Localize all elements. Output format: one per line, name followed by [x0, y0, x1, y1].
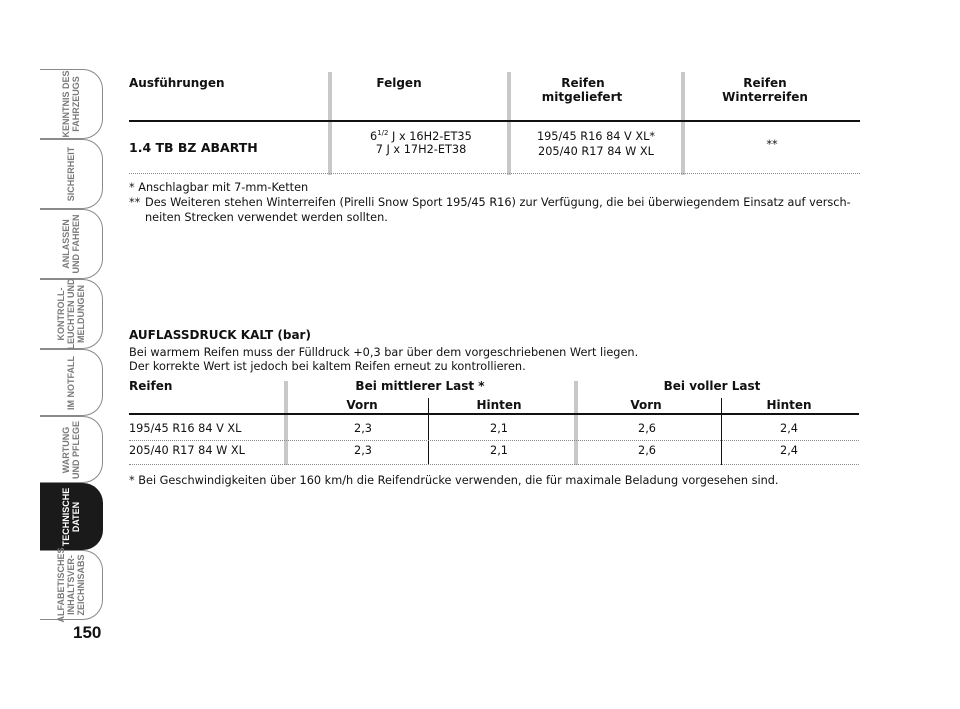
header-winter-tyres-line2: Winterreifen — [722, 90, 808, 104]
note-winter-marker: ** — [129, 196, 141, 209]
note-chains: * Anschlagbar mit 7-mm-Ketten — [129, 181, 309, 194]
column-divider — [428, 398, 429, 465]
tab-label: KONTROLL- LEUCHTEN UND MELDUNGEN — [56, 278, 86, 350]
rim-1-prefix: 6 — [370, 129, 378, 143]
header-tyres-supplied: Reifen — [561, 76, 605, 90]
row-version: 1.4 TB BZ ABARTH — [129, 140, 258, 155]
row-full-rear: 2,4 — [780, 444, 798, 457]
header-medium-load: Bei mittlerer Last * — [355, 379, 485, 393]
tab-technische-daten[interactable] — [40, 483, 103, 550]
tab-label: SICHERHEIT — [66, 146, 76, 202]
tab-wartung-und-pflege[interactable] — [40, 416, 103, 483]
tab-kenntnis-des-fahrzeugs[interactable] — [40, 69, 103, 139]
column-separator — [328, 72, 332, 175]
column-separator — [574, 381, 578, 465]
header-rims: Felgen — [376, 76, 422, 90]
row-mid-rear: 2,1 — [490, 444, 508, 457]
pressure-intro-line1: Bei warmem Reifen muss der Fülldruck +0,3 bar über dem vorgeschriebenen Wert liegen. — [129, 346, 639, 359]
note-winter-line2: neiten Strecken verwendet werden sollten. — [145, 211, 388, 224]
row-tyre: 205/40 R17 84 W XL — [129, 444, 245, 457]
pressure-title: AUFLASSDRUCK KALT (bar) — [129, 328, 311, 342]
row-full-rear: 2,4 — [780, 422, 798, 435]
rim-1-fraction: 1/2 — [377, 129, 389, 137]
row-divider — [129, 440, 859, 441]
tab-anlassen-und-fahren[interactable] — [40, 209, 103, 279]
header-winter-tyres: Reifen — [743, 76, 787, 90]
row-tyre: 195/45 R16 84 V XL — [129, 422, 242, 435]
winter-tyre-value: ** — [766, 138, 778, 151]
pressure-intro-line2: Der korrekte Wert ist jedoch bei kaltem Reifen erneut zu kontrollieren. — [129, 360, 526, 373]
rim-size-1 — [370, 129, 472, 143]
header-medium-front: Vorn — [346, 398, 378, 412]
column-separator — [507, 72, 511, 175]
header-rule — [129, 120, 860, 122]
header-tyres-supplied-line2: mitgeliefert — [541, 90, 623, 104]
note-winter-line1: Des Weiteren stehen Winterreifen (Pirelli Snow Sport 195/45 R16) zur Verfügung, die bei überwiegendem Einsatz auf versch- — [145, 196, 851, 209]
header-version: Ausführungen — [129, 76, 225, 90]
column-separator — [681, 72, 685, 175]
column-separator — [284, 381, 288, 465]
page-number: 150 — [73, 623, 102, 642]
rim-size-2: 7 J x 17H2-ET38 — [375, 143, 467, 156]
row-divider — [129, 173, 860, 174]
tab-im-notfall[interactable] — [40, 349, 103, 416]
tyre-size-1: 195/45 R16 84 V XL* — [536, 130, 656, 143]
tab-label: WARTUNG UND PFLEGE — [61, 420, 81, 479]
tab-inhaltsverzeichnis[interactable] — [40, 547, 103, 623]
tab-label: ALFABETISCHES INHALTSVER- ZEICHNISABS — [56, 547, 86, 623]
header-full-load: Bei voller Last — [663, 379, 761, 393]
rim-1-rest: J x 16H2-ET35 — [392, 129, 472, 143]
tab-kontrollleuchten[interactable] — [40, 279, 103, 349]
tab-label: KENNTNIS DES FAHRZEUGS — [61, 70, 81, 138]
column-divider — [721, 398, 722, 465]
header-full-front: Vorn — [630, 398, 662, 412]
row-full-front: 2,6 — [638, 444, 656, 457]
tyre-size-2: 205/40 R17 84 W XL — [538, 145, 654, 158]
tab-label: TECHNISCHE DATEN — [61, 487, 81, 546]
header-full-rear: Hinten — [766, 398, 812, 412]
header-medium-rear: Hinten — [476, 398, 522, 412]
row-mid-rear: 2,1 — [490, 422, 508, 435]
header-tyres: Reifen — [129, 379, 173, 393]
header-rule — [129, 413, 859, 415]
row-mid-front: 2,3 — [354, 444, 372, 457]
tab-sicherheit[interactable] — [40, 139, 103, 209]
row-divider — [129, 464, 859, 465]
row-mid-front: 2,3 — [354, 422, 372, 435]
pressure-footnote: * Bei Geschwindigkeiten über 160 km/h die Reifendrücke verwenden, die für maximale Beladung vorgesehen sind. — [129, 474, 779, 487]
tab-label: IM NOTFALL — [66, 355, 76, 410]
row-full-front: 2,6 — [638, 422, 656, 435]
tab-label: ANLASSEN UND FAHREN — [61, 214, 81, 274]
